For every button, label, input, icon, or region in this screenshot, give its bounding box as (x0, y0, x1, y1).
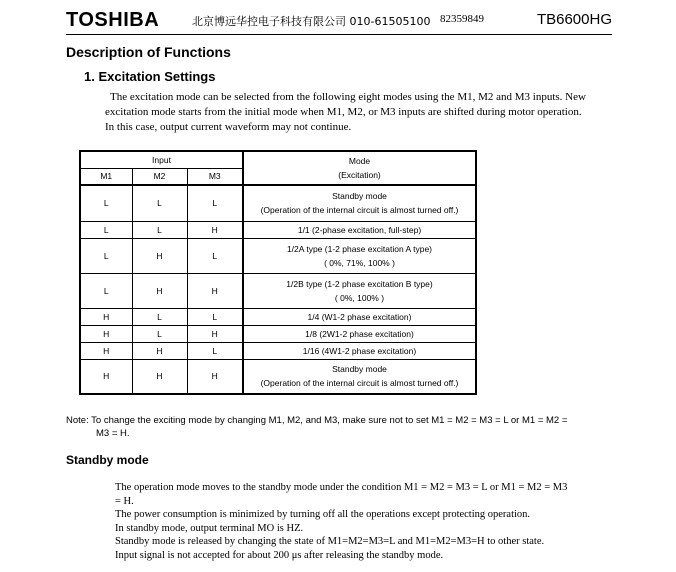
intro-paragraph (105, 90, 620, 135)
column-header-m2: M2 (132, 168, 187, 185)
table-row (80, 325, 476, 342)
table-row (80, 238, 476, 273)
m3-cell: L (187, 238, 243, 273)
table-row (80, 308, 476, 325)
table-row (80, 342, 476, 359)
standby-text: The operation mode moves to the standby mode under the condition M1 = M2 = M3 = L or M1 = M2 = M3 (115, 482, 568, 493)
m2-cell: H (132, 342, 187, 359)
mode-header (243, 151, 476, 185)
m1-cell: L (80, 273, 132, 308)
phone-number: 82359849 (440, 13, 484, 25)
m1-cell: H (80, 342, 132, 359)
standby-text: Input signal is not accepted for about 200 μs after releasing the standby mode. (115, 549, 444, 561)
input-header: Input (80, 151, 243, 168)
m2-cell: H (132, 273, 187, 308)
m3-cell: L (187, 185, 243, 221)
table-row (80, 185, 476, 221)
mode-cell (243, 238, 476, 273)
toshiba-logo: TOSHIBA (66, 9, 160, 31)
mode-detail: (Operation of the internal circuit is almost turned off.) (260, 205, 459, 216)
note-line: Note: To change the exciting mode by changing M1, M2, and M3, make sure not to set M1 = M2 = M3 = L or M1 = M2 = (66, 415, 568, 426)
standby-text: Standby mode is released by changing the state of M1=M2=M3=L and M1=M2=M3=H to other state. (115, 536, 545, 548)
mode-header-title: Mode (348, 156, 371, 166)
m1-cell: L (80, 238, 132, 273)
column-header-m1: M1 (80, 168, 132, 185)
part-number: TB6600HG (536, 11, 612, 28)
m2-cell: L (132, 185, 187, 221)
m1-cell: H (80, 359, 132, 394)
m1-cell: H (80, 325, 132, 342)
standby-mode-title: Standby mode (66, 453, 149, 467)
column-header-m3: M3 (187, 168, 243, 185)
m3-cell: H (187, 325, 243, 342)
m2-cell: L (132, 308, 187, 325)
m3-cell: H (187, 359, 243, 394)
m3-cell: L (187, 308, 243, 325)
mode-cell (243, 273, 476, 308)
m1-cell: L (80, 221, 132, 238)
mode-header-subtitle: (Excitation) (338, 170, 381, 180)
m3-cell: H (187, 221, 243, 238)
table-row (80, 221, 476, 238)
mode-cell: 1/1 (2-phase excitation, full-step) (243, 221, 476, 238)
company-info: 北京博远华控电子科技有限公司 010-61505100 (192, 15, 431, 28)
mode-cell (243, 185, 476, 221)
intro-line: The excitation mode can be selected from the following eight modes using the M1, M2 and M3 inputs. New (110, 91, 586, 103)
standby-text: In standby mode, output terminal MO is HZ. (115, 522, 304, 534)
m2-cell: L (132, 325, 187, 342)
mode-text: Standby mode (332, 364, 387, 375)
table-row (80, 273, 476, 308)
m1-cell: L (80, 185, 132, 221)
standby-mode-description (115, 481, 620, 563)
m2-cell: H (132, 238, 187, 273)
mode-text: Standby mode (332, 191, 387, 202)
mode-change-note (66, 414, 626, 440)
m3-cell: H (187, 273, 243, 308)
note-line: M3 = H. (96, 428, 130, 439)
mode-cell: 1/4 (W1-2 phase excitation) (243, 308, 476, 325)
excitation-mode-table (79, 150, 477, 395)
mode-detail: ( 0%, 100% ) (334, 292, 385, 303)
mode-cell: 1/16 (4W1-2 phase excitation) (243, 342, 476, 359)
mode-cell: 1/8 (2W1-2 phase excitation) (243, 325, 476, 342)
intro-line: In this case, output current waveform may not continue. (105, 121, 352, 133)
m2-cell: H (132, 359, 187, 394)
mode-detail: ( 0%, 71%, 100% ) (324, 257, 395, 268)
m3-cell: L (187, 342, 243, 359)
m2-cell: L (132, 221, 187, 238)
mode-detail: (Operation of the internal circuit is almost turned off.) (260, 378, 459, 389)
subsection-title: 1. Excitation Settings (84, 69, 216, 84)
intro-line: excitation mode starts from the initial mode when M1, M2, or M3 inputs are shifted during motor operation. (105, 106, 582, 118)
page-header (66, 8, 612, 35)
m1-cell: H (80, 308, 132, 325)
section-title: Description of Functions (66, 44, 231, 60)
mode-cell (243, 359, 476, 394)
standby-text: = H. (115, 495, 134, 507)
table-row (80, 359, 476, 394)
mode-text: 1/2B type (1-2 phase excitation B type) (286, 278, 433, 289)
standby-text: The power consumption is minimized by turning off all the operations except protecting operation. (115, 509, 531, 521)
mode-text: 1/2A type (1-2 phase excitation A type) (286, 243, 433, 254)
